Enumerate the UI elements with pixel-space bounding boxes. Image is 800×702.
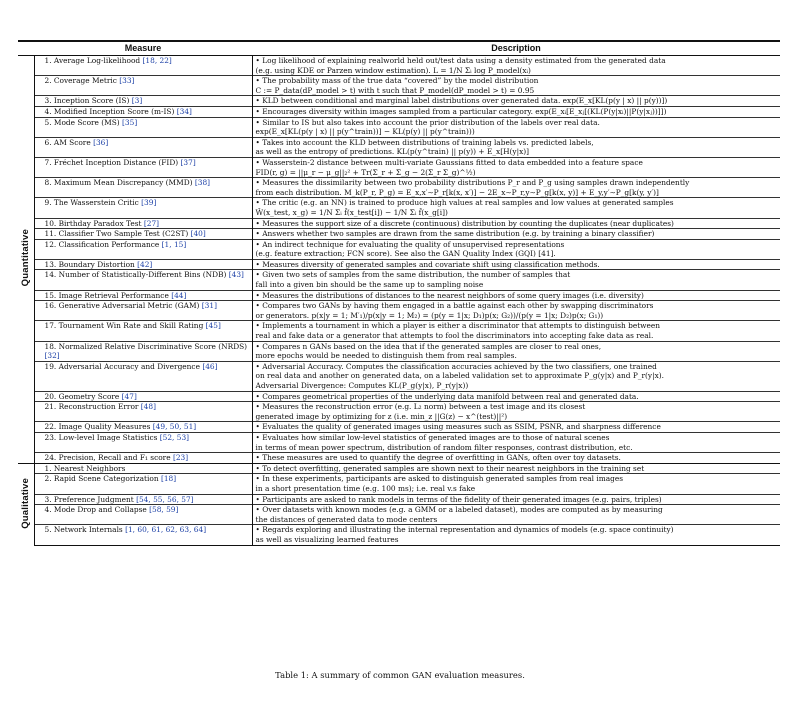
- measure-cell: [34, 525, 252, 545]
- table-row: [18, 301, 780, 321]
- description-line: • Implements a tournament in which a player is either a discriminator that attempts to distinguish between: [255, 321, 661, 331]
- measure-label: 24. Precision, Recall and F₁ score: [44, 453, 171, 463]
- table-row: [18, 218, 780, 229]
- citation-link[interactable]: [52, 53]: [159, 432, 190, 442]
- citation-link[interactable]: [39]: [141, 198, 157, 208]
- measure-label: 13. Boundary Distortion: [44, 259, 135, 269]
- table-row: [18, 402, 780, 422]
- measure-label: 11. Classifier Two Sample Test (C2ST): [44, 229, 189, 239]
- measure-cell: [34, 453, 252, 464]
- table-row: [18, 137, 780, 157]
- citation-link[interactable]: [23]: [172, 453, 189, 463]
- description-cell: [252, 391, 780, 402]
- table-row: [18, 525, 780, 545]
- measure-cell: [34, 229, 252, 240]
- header-group-cell: [18, 41, 34, 56]
- measure-label: 19. Adversarial Accuracy and Divergence: [44, 361, 200, 371]
- citation-link[interactable]: [18]: [160, 474, 177, 484]
- table-row: [18, 198, 780, 218]
- table-row: [18, 96, 780, 107]
- table-row: [18, 106, 780, 117]
- measure-cell: [34, 474, 252, 494]
- description-line: • Compares geometrical properties of the underlying data manifold between real and generated data.: [255, 391, 639, 401]
- measure-cell: [34, 218, 252, 229]
- description-line: • Takes into account the KLD between distributions of training labels vs. predicted labels,: [255, 137, 594, 147]
- table-row: [18, 56, 780, 76]
- description-line: • Compares n GANs based on the idea that if the generated samples are closer to real ones,: [255, 341, 602, 351]
- table-row: [18, 157, 780, 177]
- measure-cell: [34, 432, 252, 452]
- description-cell: [252, 178, 780, 198]
- description-line: in a short presentation time (e.g. 100 ms); i.e. real v.s fake: [255, 483, 476, 493]
- description-line: • Regards exploring and illustrating the internal representation and dynamics of models (e.g. space continuity): [255, 525, 674, 535]
- measure-label: 15. Image Retrieval Performance: [44, 290, 169, 300]
- measure-cell: [34, 361, 252, 391]
- citation-link[interactable]: [31]: [201, 301, 217, 311]
- description-cell: [252, 117, 780, 137]
- description-cell: [252, 361, 780, 391]
- table-row: [18, 178, 780, 198]
- citation-link[interactable]: [49, 50, 51]: [152, 422, 197, 432]
- measure-cell: [34, 391, 252, 402]
- description-cell: [252, 432, 780, 452]
- description-line: • Measures the reconstruction error (e.g. L₂ norm) between a test image and its closest: [255, 402, 586, 412]
- measure-label: 4. Mode Drop and Collapse: [44, 505, 147, 515]
- citation-link[interactable]: [27]: [143, 218, 160, 228]
- table-row: [18, 422, 780, 433]
- table-header-row: [18, 41, 780, 56]
- table-row: [18, 290, 780, 301]
- description-cell: [252, 494, 780, 505]
- description-line: • Measures diversity of generated samples and covariate shift using classification methods.: [255, 259, 600, 269]
- description-line: • Measures the distributions of distances to the nearest neighbors of some query images (i.e. diversity): [255, 290, 644, 300]
- measure-label: 12. Classification Performance: [44, 239, 160, 249]
- description-line: • Evaluates the quality of generated images using measures such as SSIM, PSNR, and sharpness difference: [255, 422, 661, 432]
- measure-cell: [34, 198, 252, 218]
- measure-cell: [34, 321, 252, 341]
- table-row: [18, 117, 780, 137]
- description-cell: [252, 259, 780, 270]
- measure-cell: [34, 463, 252, 474]
- description-cell: [252, 341, 780, 361]
- measure-label: 20. Geometry Score: [44, 391, 120, 401]
- table-row: [18, 505, 780, 525]
- measure-cell: [34, 117, 252, 137]
- measure-cell: [34, 76, 252, 96]
- citation-link[interactable]: [1, 15]: [161, 239, 187, 249]
- citation-link[interactable]: [48]: [140, 402, 156, 412]
- citation-link[interactable]: [32]: [44, 351, 60, 361]
- group-label: Qualitative: [19, 477, 31, 529]
- description-line: • Given two sets of samples from the same distribution, the number of samples that: [255, 270, 571, 280]
- citation-link[interactable]: [3]: [131, 96, 143, 106]
- description-line: in terms of mean power spectrum, distribution of random filter responses, contrast distribution, etc.: [255, 442, 633, 452]
- description-line: • These measures are used to quantify the degree of overfitting in GANs, often over toy datasets.: [255, 453, 621, 463]
- citation-link[interactable]: [42]: [137, 259, 153, 269]
- description-line: • To detect overfitting, generated samples are shown next to their nearest neighbors in the training set: [255, 463, 645, 473]
- measure-cell: [34, 137, 252, 157]
- description-cell: [252, 463, 780, 474]
- description-cell: [252, 290, 780, 301]
- measure-cell: [34, 402, 252, 422]
- measure-label: 2. Coverage Metric: [44, 76, 117, 86]
- description-line: • In these experiments, participants are asked to distinguish generated samples from real images: [255, 474, 624, 484]
- description-line: • Measures the support size of a discrete (continuous) distribution by counting the duplicates (near duplicates): [255, 218, 674, 228]
- description-line: as well as visualizing learned features: [255, 534, 399, 544]
- description-cell: [252, 270, 780, 290]
- table-row: [18, 76, 780, 96]
- measure-label: 8. Maximum Mean Discrepancy (MMD): [44, 178, 193, 188]
- citation-link[interactable]: [33]: [119, 76, 135, 86]
- description-line: from each distribution. M_k(P_r, P_g) = E_x,x′∼P_r[k(x, x′)] − 2E_x∼P_r,y∼P_g[k(x, y)] + E_y,y′∼P_g[k(y, y′)]: [255, 187, 659, 197]
- measure-label: 10. Birthday Paradox Test: [44, 218, 142, 228]
- measure-cell: [34, 341, 252, 361]
- measure-label: 5. Network Internals: [44, 525, 123, 535]
- measure-label: 1. Average Log-likelihood: [44, 56, 141, 65]
- measure-label: 14. Number of Statistically-Different Bins (NDB): [44, 270, 227, 280]
- description-line: • Compares two GANs by having them engaged in a battle against each other by swapping discriminators: [255, 301, 654, 311]
- description-line: • Participants are asked to rank models in terms of the fidelity of their generated images (e.g. pairs, triples): [255, 494, 662, 504]
- description-line: • An indirect technique for evaluating the quality of unsupervised representations: [255, 239, 565, 249]
- citation-link[interactable]: [46]: [202, 361, 218, 371]
- table-row: [18, 453, 780, 464]
- description-line: • Wasserstein-2 distance between multi-variate Gaussians fitted to data embedded into a feature space: [255, 157, 643, 167]
- citation-link[interactable]: [34]: [176, 106, 192, 116]
- description-line: Adversarial Divergence: Computes KL(P_g(y|x), P_r(y|x)): [255, 381, 469, 390]
- description-cell: [252, 56, 780, 76]
- header-measure: Measure: [34, 41, 252, 56]
- measure-label: 22. Image Quality Measures: [44, 422, 151, 432]
- measure-label: 2. Rapid Scene Categorization: [44, 474, 159, 484]
- citation-link[interactable]: [45]: [205, 321, 221, 331]
- description-cell: [252, 218, 780, 229]
- citation-link[interactable]: [36]: [93, 137, 109, 147]
- description-line: • Log likelihood of explaining realworld held out/test data using a density estimated from the generated data: [255, 56, 666, 65]
- table-row: [18, 494, 780, 505]
- description-cell: [252, 198, 780, 218]
- table-row: [18, 432, 780, 452]
- description-cell: [252, 157, 780, 177]
- table-row: [18, 361, 780, 391]
- table-row: [18, 391, 780, 402]
- description-cell: [252, 239, 780, 259]
- description-cell: [252, 525, 780, 545]
- citation-link[interactable]: [1, 60, 61, 62, 63, 64]: [125, 525, 207, 535]
- description-cell: [252, 402, 780, 422]
- gan-measures-table: [18, 40, 780, 546]
- description-cell: [252, 137, 780, 157]
- description-cell: [252, 96, 780, 107]
- citation-link[interactable]: [37]: [180, 157, 196, 167]
- citation-link[interactable]: [54, 55, 56, 57]: [136, 494, 194, 504]
- description-line: • KLD between conditional and marginal label distributions over generated data. exp(E_x[KL(p(y | x) || p(y))]): [255, 96, 668, 106]
- description-line: Ŵ(x_test, x_g) = 1/N Σᵢ f̂(x_test[i]) − 1/N Σᵢ f̂(x_g[i]): [255, 207, 448, 217]
- table-row: [18, 341, 780, 361]
- description-line: • Measures the dissimilarity between two probability distributions P_r and P_g using samples drawn independently: [255, 178, 690, 188]
- table-row: [18, 270, 780, 290]
- table-row: [18, 474, 780, 494]
- measure-label: 5. Mode Score (MS): [44, 117, 120, 127]
- table-row: [18, 259, 780, 270]
- measure-label: 23. Low-level Image Statistics: [44, 432, 158, 442]
- measure-label: 4. Modified Inception Score (m-IS): [44, 106, 175, 116]
- citation-link[interactable]: [43]: [228, 270, 244, 280]
- citation-link[interactable]: [58, 59]: [149, 505, 179, 515]
- measure-label: 9. The Wasserstein Critic: [44, 198, 139, 208]
- measure-cell: [34, 290, 252, 301]
- measure-cell: [34, 178, 252, 198]
- measure-label: 1. Nearest Neighbors: [44, 463, 126, 473]
- description-cell: [252, 474, 780, 494]
- measure-label: 16. Generative Adversarial Metric (GAM): [44, 301, 200, 311]
- measure-label: 3. Preference Judgment: [44, 494, 134, 504]
- table-row: [18, 229, 780, 240]
- description-line: • The probability mass of the true data “covered” by the model distribution: [255, 76, 539, 86]
- description-line: (e.g. using KDE or Parzen window estimation). L = 1/N Σᵢ log P_model(xᵢ): [255, 65, 531, 75]
- header-description: Description: [252, 41, 780, 56]
- description-line: • Adversarial Accuracy. Computes the classification accuracies achieved by the two classifiers, one trained: [255, 361, 657, 371]
- description-line: • Evaluates how similar low-level statistics of generated images are to those of natural scenes: [255, 432, 610, 442]
- measure-label: 3. Inception Score (IS): [44, 96, 130, 106]
- description-line: (e.g. feature extraction; FCN score). See also the GAN Quality Index (GQI) [41].: [255, 249, 556, 259]
- group-label: Quantitative: [19, 229, 31, 287]
- table-row: [18, 463, 780, 474]
- description-cell: [252, 106, 780, 117]
- citation-link[interactable]: [44]: [171, 290, 187, 300]
- citation-link[interactable]: [47]: [121, 391, 137, 401]
- measure-label: 21. Reconstruction Error: [44, 402, 139, 412]
- description-line: FID(r, g) = ||μ_r − μ_g||₂² + Tr(Σ_r + Σ_g − 2(Σ_r Σ_g)^½): [255, 167, 476, 177]
- measure-cell: [34, 106, 252, 117]
- measure-cell: [34, 96, 252, 107]
- measure-label: 6. AM Score: [44, 137, 91, 147]
- measure-cell: [34, 239, 252, 259]
- measure-cell: [34, 505, 252, 525]
- measure-cell: [34, 270, 252, 290]
- description-line: as well as the entropy of predictions. KL(p(y^train) || p(y)) + E_x[H(y|x)]: [255, 147, 530, 157]
- description-cell: [252, 76, 780, 96]
- description-cell: [252, 321, 780, 341]
- table-caption: Table 1: A summary of common GAN evaluation measures.: [275, 670, 525, 680]
- description-line: real and fake data or a generator that attempts to fool the discriminators into accepting fake data as real.: [255, 331, 654, 341]
- description-line: • Encourages diversity within images sampled from a particular category. exp(E_xᵢ[E_xⱼ[(KL(P(y|xᵢ)||P(y|xⱼ))]]): [255, 106, 667, 116]
- measure-cell: [34, 157, 252, 177]
- description-line: C := P_data(dP_model > t) with t such that P_model(dP_model > t) = 0.95: [255, 85, 535, 95]
- table-body: [18, 56, 780, 546]
- citation-link[interactable]: [18, 22]: [142, 56, 172, 65]
- table-row: [18, 239, 780, 259]
- description-cell: [252, 229, 780, 240]
- description-line: exp(E_x[KL(p(y | x) || p(y^train))] − KL(p(y) || p(y^train))): [255, 127, 475, 137]
- measure-cell: [34, 422, 252, 433]
- group-label-cell: [18, 56, 34, 464]
- description-cell: [252, 505, 780, 525]
- description-line: generated image by optimizing for z (i.e. min_z ||G(z) − x^(test)||²): [255, 411, 508, 421]
- measure-cell: [34, 259, 252, 270]
- citation-link[interactable]: [38]: [194, 178, 211, 188]
- description-line: • Answers whether two samples are drawn from the same distribution (e.g. by training a binary classifier): [255, 229, 655, 239]
- description-line: on real data and another on generated data, on a labeled validation set to approximate P_g(y|x) and P_r(y|x).: [255, 371, 665, 381]
- table-row: [18, 321, 780, 341]
- measure-label: 18. Normalized Relative Discriminative Score (NRDS): [44, 341, 248, 351]
- description-cell: [252, 422, 780, 433]
- description-line: or generators. p(x|y = 1; M′₁)/p(x|y = 1; M₂) = (p(y = 1|x; D₁)p(x; G₂))/(p(y = 1|x; D₂)p(x; G₁)): [255, 310, 604, 320]
- description-cell: [252, 301, 780, 321]
- description-line: • Over datasets with known modes (e.g. a GMM or a labeled dataset), modes are computed as by measuring: [255, 505, 663, 515]
- measure-label: 7. Fréchet Inception Distance (FID): [44, 157, 179, 167]
- description-line: fall into a given bin should be the same up to sampling noise: [255, 280, 484, 290]
- measure-cell: [34, 494, 252, 505]
- measure-label: 17. Tournament Win Rate and Skill Rating: [44, 321, 204, 331]
- measure-cell: [34, 301, 252, 321]
- measure-cell: [34, 56, 252, 76]
- description-cell: [252, 453, 780, 464]
- description-line: • Similar to IS but also takes into account the prior distribution of the labels over real data.: [255, 117, 600, 127]
- citation-link[interactable]: [35]: [122, 117, 138, 127]
- description-line: • The critic (e.g. an NN) is trained to produce high values at real samples and low values at generated samples: [255, 198, 674, 208]
- description-line: the distances of generated data to mode centers: [255, 514, 438, 524]
- description-line: more epochs would be needed to distinguish them from real samples.: [255, 351, 517, 361]
- group-label-cell: [18, 463, 34, 545]
- citation-link[interactable]: [40]: [190, 229, 206, 239]
